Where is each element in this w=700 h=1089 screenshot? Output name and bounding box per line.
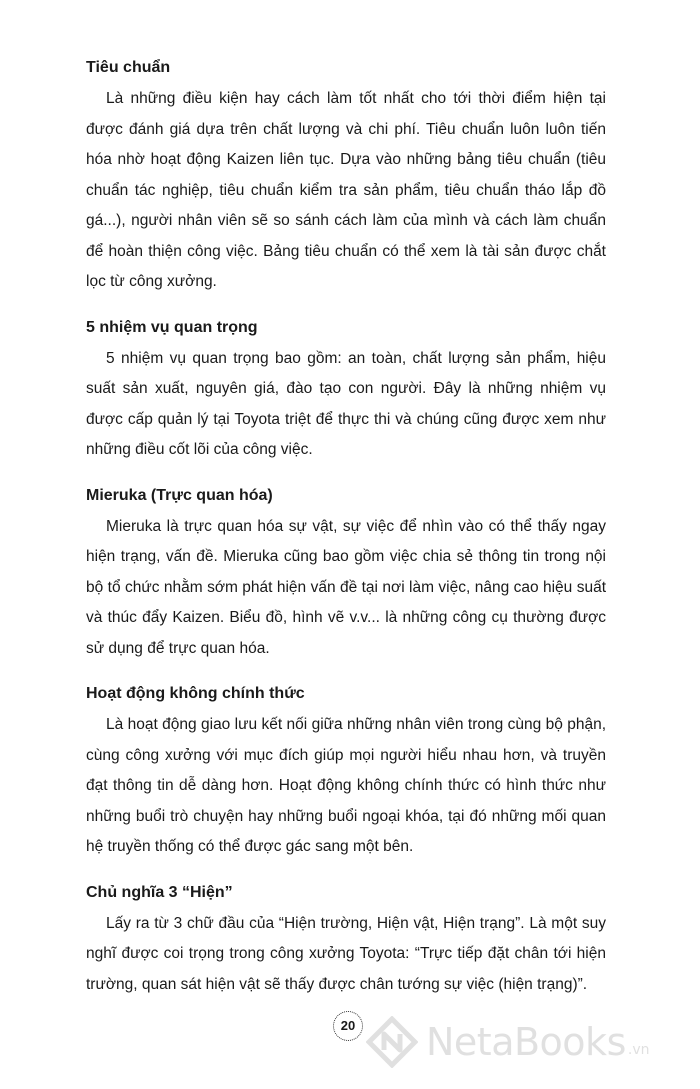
section-heading: Hoạt động không chính thức: [86, 685, 305, 702]
section-body: Là những điều kiện hay cách làm tốt nhất cho tới thời điểm hiện tại được đánh giá dựa trên chất lượng và chi phí. Tiêu chuẩn luôn luôn tiến hóa nhờ hoạt động Kaizen liên tục. Dựa vào những bảng tiêu chuẩn (tiêu chuẩn tác nghiệp, tiêu chuẩn kiểm tra sản phẩm, tiêu chuẩn tháo lắp đồ gá...), người nhân viên sẽ so sánh cách làm của mình và cách làm chuẩn để hoàn thiện công việc. Bảng tiêu chuẩn có thể xem là tài sản được chắt lọc từ công xưởng.: [86, 90, 606, 290]
page-content: [86, 56, 606, 1018]
section-tieu-chuan: [86, 56, 606, 298]
section-5-nhiem-vu: [86, 316, 606, 466]
page-number: 20: [333, 1011, 363, 1041]
section-body: Mieruka là trực quan hóa sự vật, sự việc để nhìn vào có thể thấy ngay hiện trạng, vấn đề. Mieruka cũng bao gồm việc chia sẻ thông tin trong nội bộ tổ chức nhằm sớm phát hiện vấn đề tại nơi làm việc, nâng cao hiệu suất và thúc đẩy Kaizen. Biểu đồ, hình vẽ v.v... là những công cụ thường được sử dụng để trực quan hóa.: [86, 517, 606, 657]
section-heading: Tiêu chuẩn: [86, 59, 171, 76]
section-mieruka: [86, 484, 606, 665]
section-body: 5 nhiệm vụ quan trọng bao gồm: an toàn, chất lượng sản phẩm, hiệu suất sản xuất, nguyên giá, đào tạo con người. Đây là những nhiệm vụ được cấp quản lý tại Toyota triệt để thực thi và chúng cũng được xem như những điều cốt lõi của công việc.: [86, 349, 606, 458]
watermark: [366, 1012, 696, 1072]
section-body: Lấy ra từ 3 chữ đầu của “Hiện trường, Hiện vật, Hiện trạng”. Là một suy nghĩ được coi trọng trong công xưởng Toyota: “Trực tiếp đặt chân tới hiện trường, quan sát hiện vật sẽ thấy được chân tướng sự việc (hiện trạng)”.: [86, 914, 606, 993]
section-chu-nghia-3-hien: [86, 881, 606, 1001]
section-heading: 5 nhiệm vụ quan trọng: [86, 318, 258, 336]
netabooks-logo-icon: [366, 1016, 418, 1068]
watermark-text: NetaBooks: [426, 1020, 626, 1064]
section-body: Là hoạt động giao lưu kết nối giữa những nhân viên trong cùng bộ phận, cùng công xưởng với mục đích giúp mọi người hiểu nhau hơn, và truyền đạt thông tin dễ dàng hơn. Hoạt động không chính thức có hình thức như những buổi trò chuyện hay những buổi ngoại khóa, tại đó những mối quan hệ truyền thống có thể được gác sang một bên.: [86, 716, 606, 855]
watermark-suffix: .vn: [627, 1042, 650, 1058]
section-heading: Chủ nghĩa 3 “Hiện”: [86, 883, 233, 901]
section-heading: Mieruka (Trực quan hóa): [86, 486, 273, 504]
section-hoat-dong-khong-chinh-thuc: [86, 682, 606, 863]
